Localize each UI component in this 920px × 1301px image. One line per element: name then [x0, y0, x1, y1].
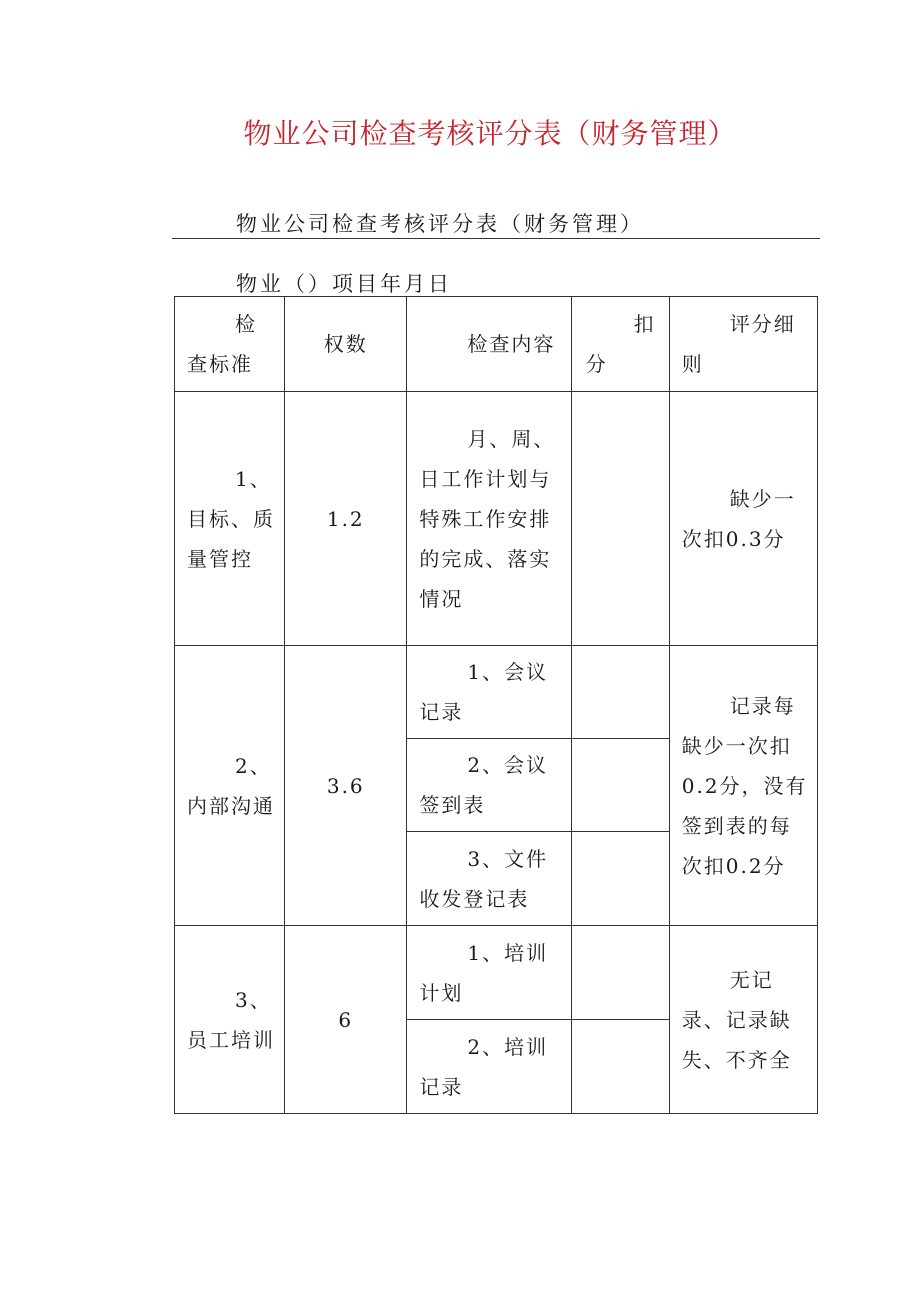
- rule-cell: 记录每缺少一次扣0.2分，没有签到表的每次扣0.2分: [669, 646, 817, 926]
- header-weight: 权数: [285, 297, 407, 392]
- header-deduct: [571, 297, 669, 392]
- scoring-table: [174, 296, 818, 1114]
- deduct-cell: [571, 739, 669, 832]
- standard-cell: 3、员工培训: [175, 926, 285, 1114]
- deduct-cell: [571, 646, 669, 739]
- weight-cell: 3.6: [285, 646, 407, 926]
- deduct-cell: [571, 1020, 669, 1114]
- header-deduct-line1: 扣: [633, 312, 656, 336]
- header-rules: 评分细则: [669, 297, 817, 392]
- header-rule: [172, 238, 820, 239]
- project-date-line: 物业（）项目年月日: [236, 272, 452, 296]
- document-title: 物业公司检查考核评分表（财务管理）: [243, 117, 737, 150]
- standard-cell: 1、目标、质量管控: [175, 392, 285, 646]
- document-subtitle: 物业公司检查考核评分表（财务管理）: [236, 212, 644, 236]
- content-cell: 3、文件收发登记表: [407, 832, 571, 926]
- deduct-cell: [571, 392, 669, 646]
- rule-cell: 无记录、记录缺失、不齐全: [669, 926, 817, 1114]
- rule-cell: 缺少一次扣0.3分: [669, 392, 817, 646]
- content-cell: 2、培训记录: [407, 1020, 571, 1114]
- table-row: [175, 926, 818, 1020]
- header-standard: 检查标准: [175, 297, 285, 392]
- weight-cell: 6: [285, 926, 407, 1114]
- content-cell: 2、会议签到表: [407, 739, 571, 832]
- content-cell: 1、培训计划: [407, 926, 571, 1020]
- standard-cell: 2、内部沟通: [175, 646, 285, 926]
- content-cell: 1、会议记录: [407, 646, 571, 739]
- table-row: [175, 392, 818, 646]
- table-row: [175, 646, 818, 739]
- header-deduct-line2: 分: [585, 352, 608, 376]
- deduct-cell: [571, 926, 669, 1020]
- deduct-cell: [571, 832, 669, 926]
- header-row: [175, 297, 818, 392]
- content-cell: 月、周、日工作计划与特殊工作安排的完成、落实情况: [407, 392, 571, 646]
- weight-cell: 1.2: [285, 392, 407, 646]
- header-content: 检查内容: [407, 297, 571, 392]
